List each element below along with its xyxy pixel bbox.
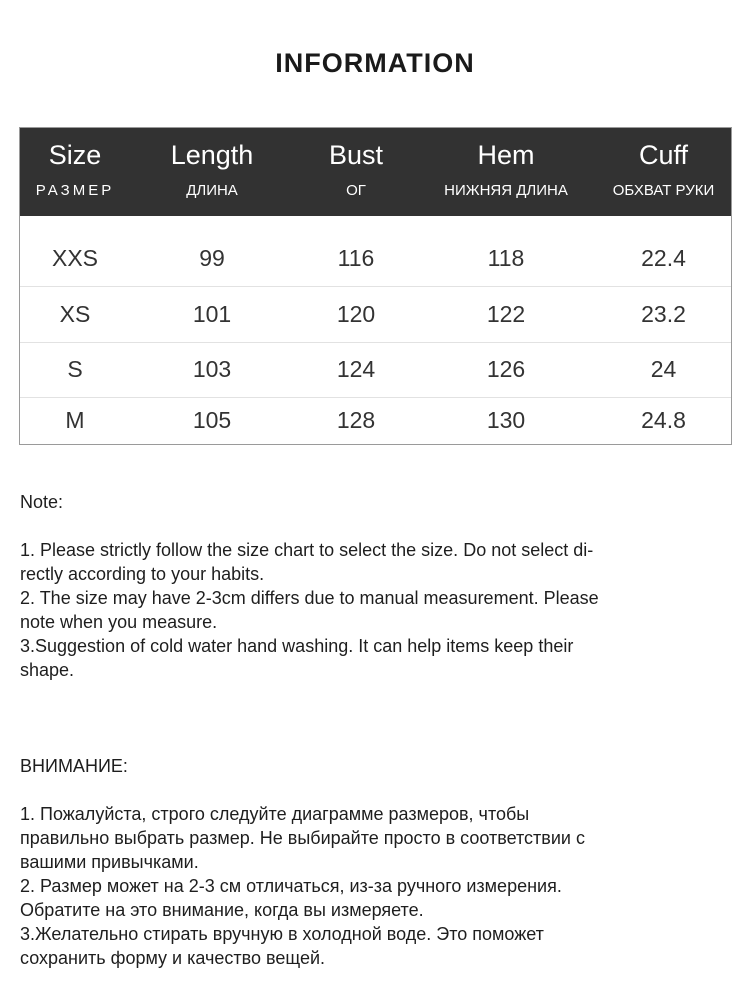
- page-title: INFORMATION: [275, 48, 475, 78]
- header-hem-sublabel: НИЖНЯЯ ДЛИНА: [444, 182, 568, 199]
- cell-hem: 130: [486, 407, 526, 433]
- note-en-line: 3.Suggestion of cold water hand washing. It can help items keep their: [20, 636, 574, 656]
- cell-hem: 126: [486, 356, 526, 382]
- table-row: [20, 341, 731, 398]
- note-en-heading: Note:: [20, 492, 64, 512]
- header-size-sublabel: РАЗМЕР: [35, 182, 115, 199]
- header-size: [20, 128, 130, 216]
- note-en-line: shape.: [20, 660, 75, 680]
- cell-length: 99: [199, 245, 225, 271]
- header-bust-label: Bust: [328, 140, 384, 170]
- cell-cuff: 23.2: [641, 301, 686, 327]
- note-en-line: 1. Please strictly follow the size chart to select the size. Do not select di-: [20, 540, 594, 560]
- header-length: [130, 128, 294, 216]
- cell-size: S: [67, 356, 83, 382]
- note-ru-line: Обратите на это внимание, когда вы измеряете.: [20, 900, 424, 920]
- cell-bust: 120: [336, 301, 376, 327]
- cell-bust: 116: [337, 245, 375, 271]
- cell-size: XS: [59, 301, 91, 327]
- note-en-line: 2. The size may have 2-3cm differs due to manual measurement. Please: [20, 588, 599, 608]
- header-cuff: [594, 128, 733, 216]
- header-hem: [418, 128, 594, 216]
- header-size-label: Size: [48, 140, 102, 170]
- cell-length: 105: [192, 407, 232, 433]
- cell-bust: 128: [336, 407, 376, 433]
- header-length-label: Length: [170, 140, 254, 170]
- cell-bust: 124: [336, 356, 376, 382]
- size-table: [19, 127, 732, 445]
- cell-length: 101: [192, 301, 232, 327]
- note-ru-line: правильно выбрать размер. Не выбирайте просто в соответствии с: [20, 828, 585, 848]
- header-bust-sublabel: ОГ: [346, 182, 366, 199]
- cell-size: M: [65, 407, 85, 433]
- cell-cuff: 24: [650, 356, 677, 382]
- table-row: [20, 286, 731, 343]
- header-bust: [294, 128, 418, 216]
- header-cuff-label: Cuff: [638, 140, 689, 170]
- note-ru-heading: ВНИМАНИЕ:: [20, 756, 128, 776]
- cell-cuff: 22.4: [641, 245, 686, 271]
- header-cuff-sublabel: ОБХВАТ РУКИ: [612, 182, 715, 199]
- table-header: [20, 128, 731, 216]
- note-en-line: rectly according to your habits.: [20, 564, 265, 584]
- note-ru-line: 2. Размер может на 2-3 см отличаться, из-за ручного измерения.: [20, 876, 562, 896]
- note-ru-line: 3.Желательно стирать вручную в холодной воде. Это поможет: [20, 924, 544, 944]
- note-ru-line: вашими привычками.: [20, 852, 199, 872]
- table-row: [20, 392, 731, 448]
- note-en-line: note when you measure.: [20, 612, 218, 632]
- cell-size: XXS: [51, 245, 99, 271]
- cell-cuff: 24.8: [641, 407, 686, 433]
- notes-section: [20, 490, 720, 970]
- note-ru-line: сохранить форму и качество вещей.: [20, 948, 326, 968]
- cell-length: 103: [192, 356, 232, 382]
- note-ru-line: 1. Пожалуйста, строго следуйте диаграмме размеров, чтобы: [20, 804, 530, 824]
- cell-hem: 122: [486, 301, 526, 327]
- header-hem-label: Hem: [477, 140, 535, 170]
- header-length-sublabel: ДЛИНА: [186, 182, 238, 199]
- table-row: [20, 230, 731, 287]
- cell-hem: 118: [487, 245, 525, 271]
